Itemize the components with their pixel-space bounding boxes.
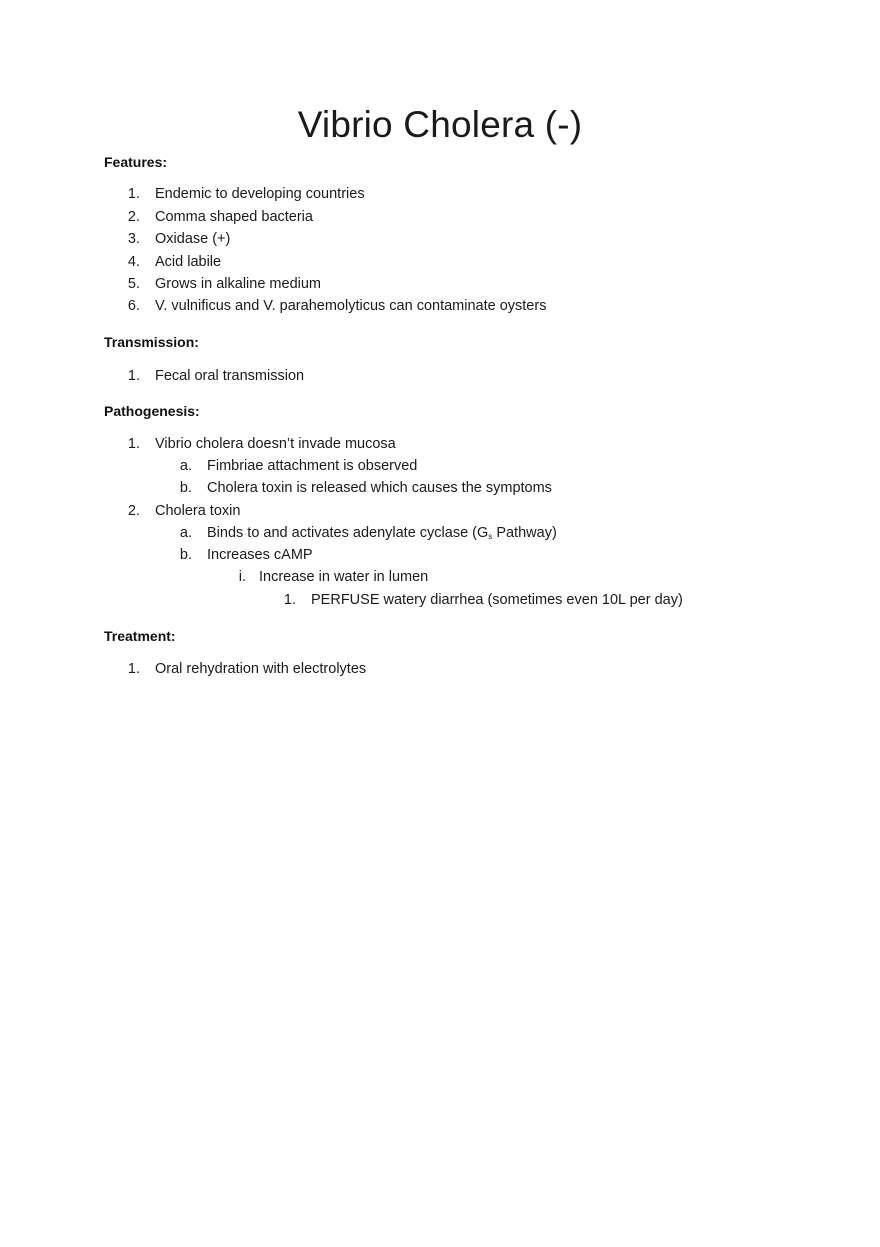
list-marker: 6. — [127, 298, 140, 314]
list-item-text: V. vulnificus and V. parahemolyticus can contaminate oysters — [155, 298, 547, 314]
pathogenesis-heading: Pathogenesis: — [104, 403, 200, 419]
subscript: s — [488, 532, 493, 541]
list-item-text: Fecal oral transmission — [155, 368, 305, 384]
list-marker: 3. — [127, 231, 140, 247]
list-marker: b. — [179, 547, 192, 563]
list-item-text: Endemic to developing countries — [155, 186, 365, 202]
list-marker: 2. — [127, 209, 140, 225]
list-item-text: Fimbriae attachment is observed — [207, 458, 418, 474]
list-marker: 1. — [127, 661, 140, 677]
list-marker: 5. — [127, 276, 140, 292]
transmission-heading: Transmission: — [104, 334, 199, 350]
list-item-text: Increase in water in lumen — [259, 569, 429, 585]
treatment-heading: Treatment: — [104, 628, 176, 644]
list-item-text: PERFUSE watery diarrhea (sometimes even 10L per day) — [311, 592, 683, 608]
list-item-text: Acid labile — [155, 254, 222, 270]
list-item-text: Increases cAMP — [207, 547, 313, 563]
text-segment: Pathway) — [492, 525, 557, 541]
list-item-text: Oral rehydration with electrolytes — [155, 661, 367, 677]
features-heading: Features: — [104, 154, 168, 170]
list-marker: a. — [179, 525, 192, 541]
list-item-text: Comma shaped bacteria — [155, 209, 313, 225]
list-item-text: Cholera toxin — [155, 503, 241, 519]
list-item-text: Cholera toxin is released which causes the symptoms — [207, 480, 552, 496]
list-item-text: Vibrio cholera doesn’t invade mucosa — [155, 436, 396, 452]
list-marker: 1. — [127, 186, 140, 202]
list-marker: b. — [179, 480, 192, 496]
list-marker: 1. — [127, 436, 140, 452]
page-title: Vibrio Cholera (-) — [297, 104, 583, 145]
list-marker: 1. — [283, 592, 296, 608]
list-item-text: Grows in alkaline medium — [155, 276, 322, 292]
list-item-text — [207, 524, 557, 542]
list-marker: a. — [179, 458, 192, 474]
list-marker: i. — [238, 569, 246, 585]
list-item-text: Oxidase (+) — [155, 231, 231, 247]
list-marker: 4. — [127, 254, 140, 270]
list-marker: 1. — [127, 368, 140, 384]
text-segment: Binds to and activates adenylate cyclase (G — [207, 525, 489, 541]
list-marker: 2. — [127, 503, 140, 519]
